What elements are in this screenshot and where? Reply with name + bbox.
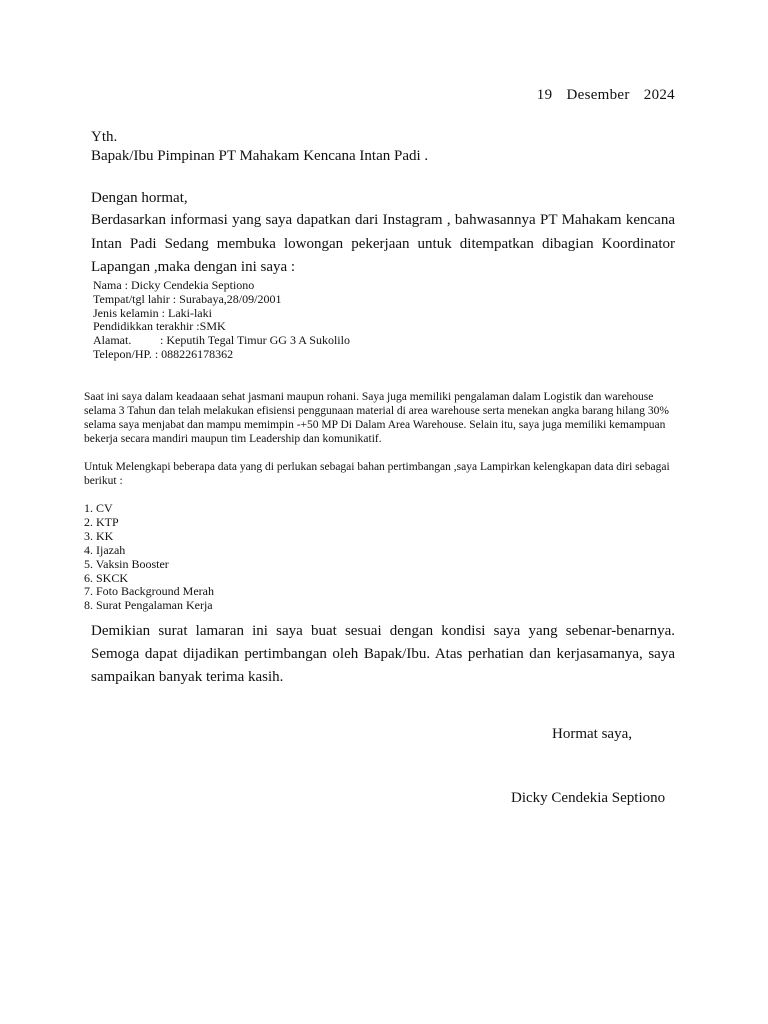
letter-date: 19 Desember 2024 [536,87,675,103]
attachments-intro: Untuk Melengkapi beberapa data yang di perlukan sebagai bahan pertimbangan ,saya Lampirkan kelengkapan data diri sebagai berikut : [84,461,670,487]
intro-paragraph: Berdasarkan informasi yang saya dapatkan dari Instagram , bahwasannya PT Mahakam kencana Intan Padi Sedang membuka lowongan pekerjaan untuk ditempatkan dibagian Koordinator Lapangan ,maka dengan ini saya : [91,212,675,275]
closing-paragraph: Demikian surat lamaran ini saya buat sesuai dengan kondisi saya yang sebenar-benarnya. Semoga dapat dijadikan pertimbangan oleh Bapak/Ibu. Atas perhatian dan kerjasamanya, saya sampaikan banyak terima kasih. [91,623,675,685]
list-item: 3. KK [84,528,114,543]
biodata-nama: Nama : Dicky Cendekia Septiono [93,278,255,292]
list-item: 8. Surat Pengalaman Kerja [84,598,213,613]
biodata-pendidikan: Pendidikkan terakhir :SMK [93,319,226,334]
greeting: Dengan hormat, [91,190,188,206]
list-item: 1. CV [84,501,113,515]
list-item: 6. SKCK [84,570,129,585]
biodata-alamat [93,334,350,348]
signer-name: Dicky Cendekia Septiono [511,790,666,806]
list-item: 7. Foto Background Merah [84,584,214,599]
biodata-telepon: Telepon/HP. : 088226178362 [93,346,234,361]
experience-paragraph: Saat ini saya dalam keadaaan sehat jasmani maupun rohani. Saya juga memiliki pengalaman dalam Logistik dan warehouse selama 3 Tahun dan telah melakukan efisiensi penggunaan material di area warehouse serta menekan angka barang hilang 30% selama saya menjabat dan mampu memimpin -+50 MP Di Dalam Area Warehouse. Selain itu, saya juga memiliki kemampuan bekerja secara mandiri maupun tim Leadership dan komunikatif. [84,391,669,445]
attachments-list [84,502,214,613]
list-item: 2. KTP [84,514,119,529]
biodata-ttl: Tempat/tgl lahir : Surabaya,28/09/2001 [93,291,282,306]
list-item: 5. Vaksin Booster [84,556,169,571]
recipient-salutation: Yth. [91,129,118,145]
list-item: 4. Ijazah [84,542,126,557]
biodata-block [93,279,350,362]
biodata-alamat-value: : Keputih Tegal Timur GG 3 A Sukolilo [160,333,350,348]
biodata-alamat-label: Alamat. [93,333,132,348]
biodata-jenis-kelamin: Jenis kelamin : Laki-laki [93,305,212,320]
recipient-addressee: Bapak/Ibu Pimpinan PT Mahakam Kencana Intan Padi . [91,148,429,164]
sign-off: Hormat saya, [552,726,632,742]
